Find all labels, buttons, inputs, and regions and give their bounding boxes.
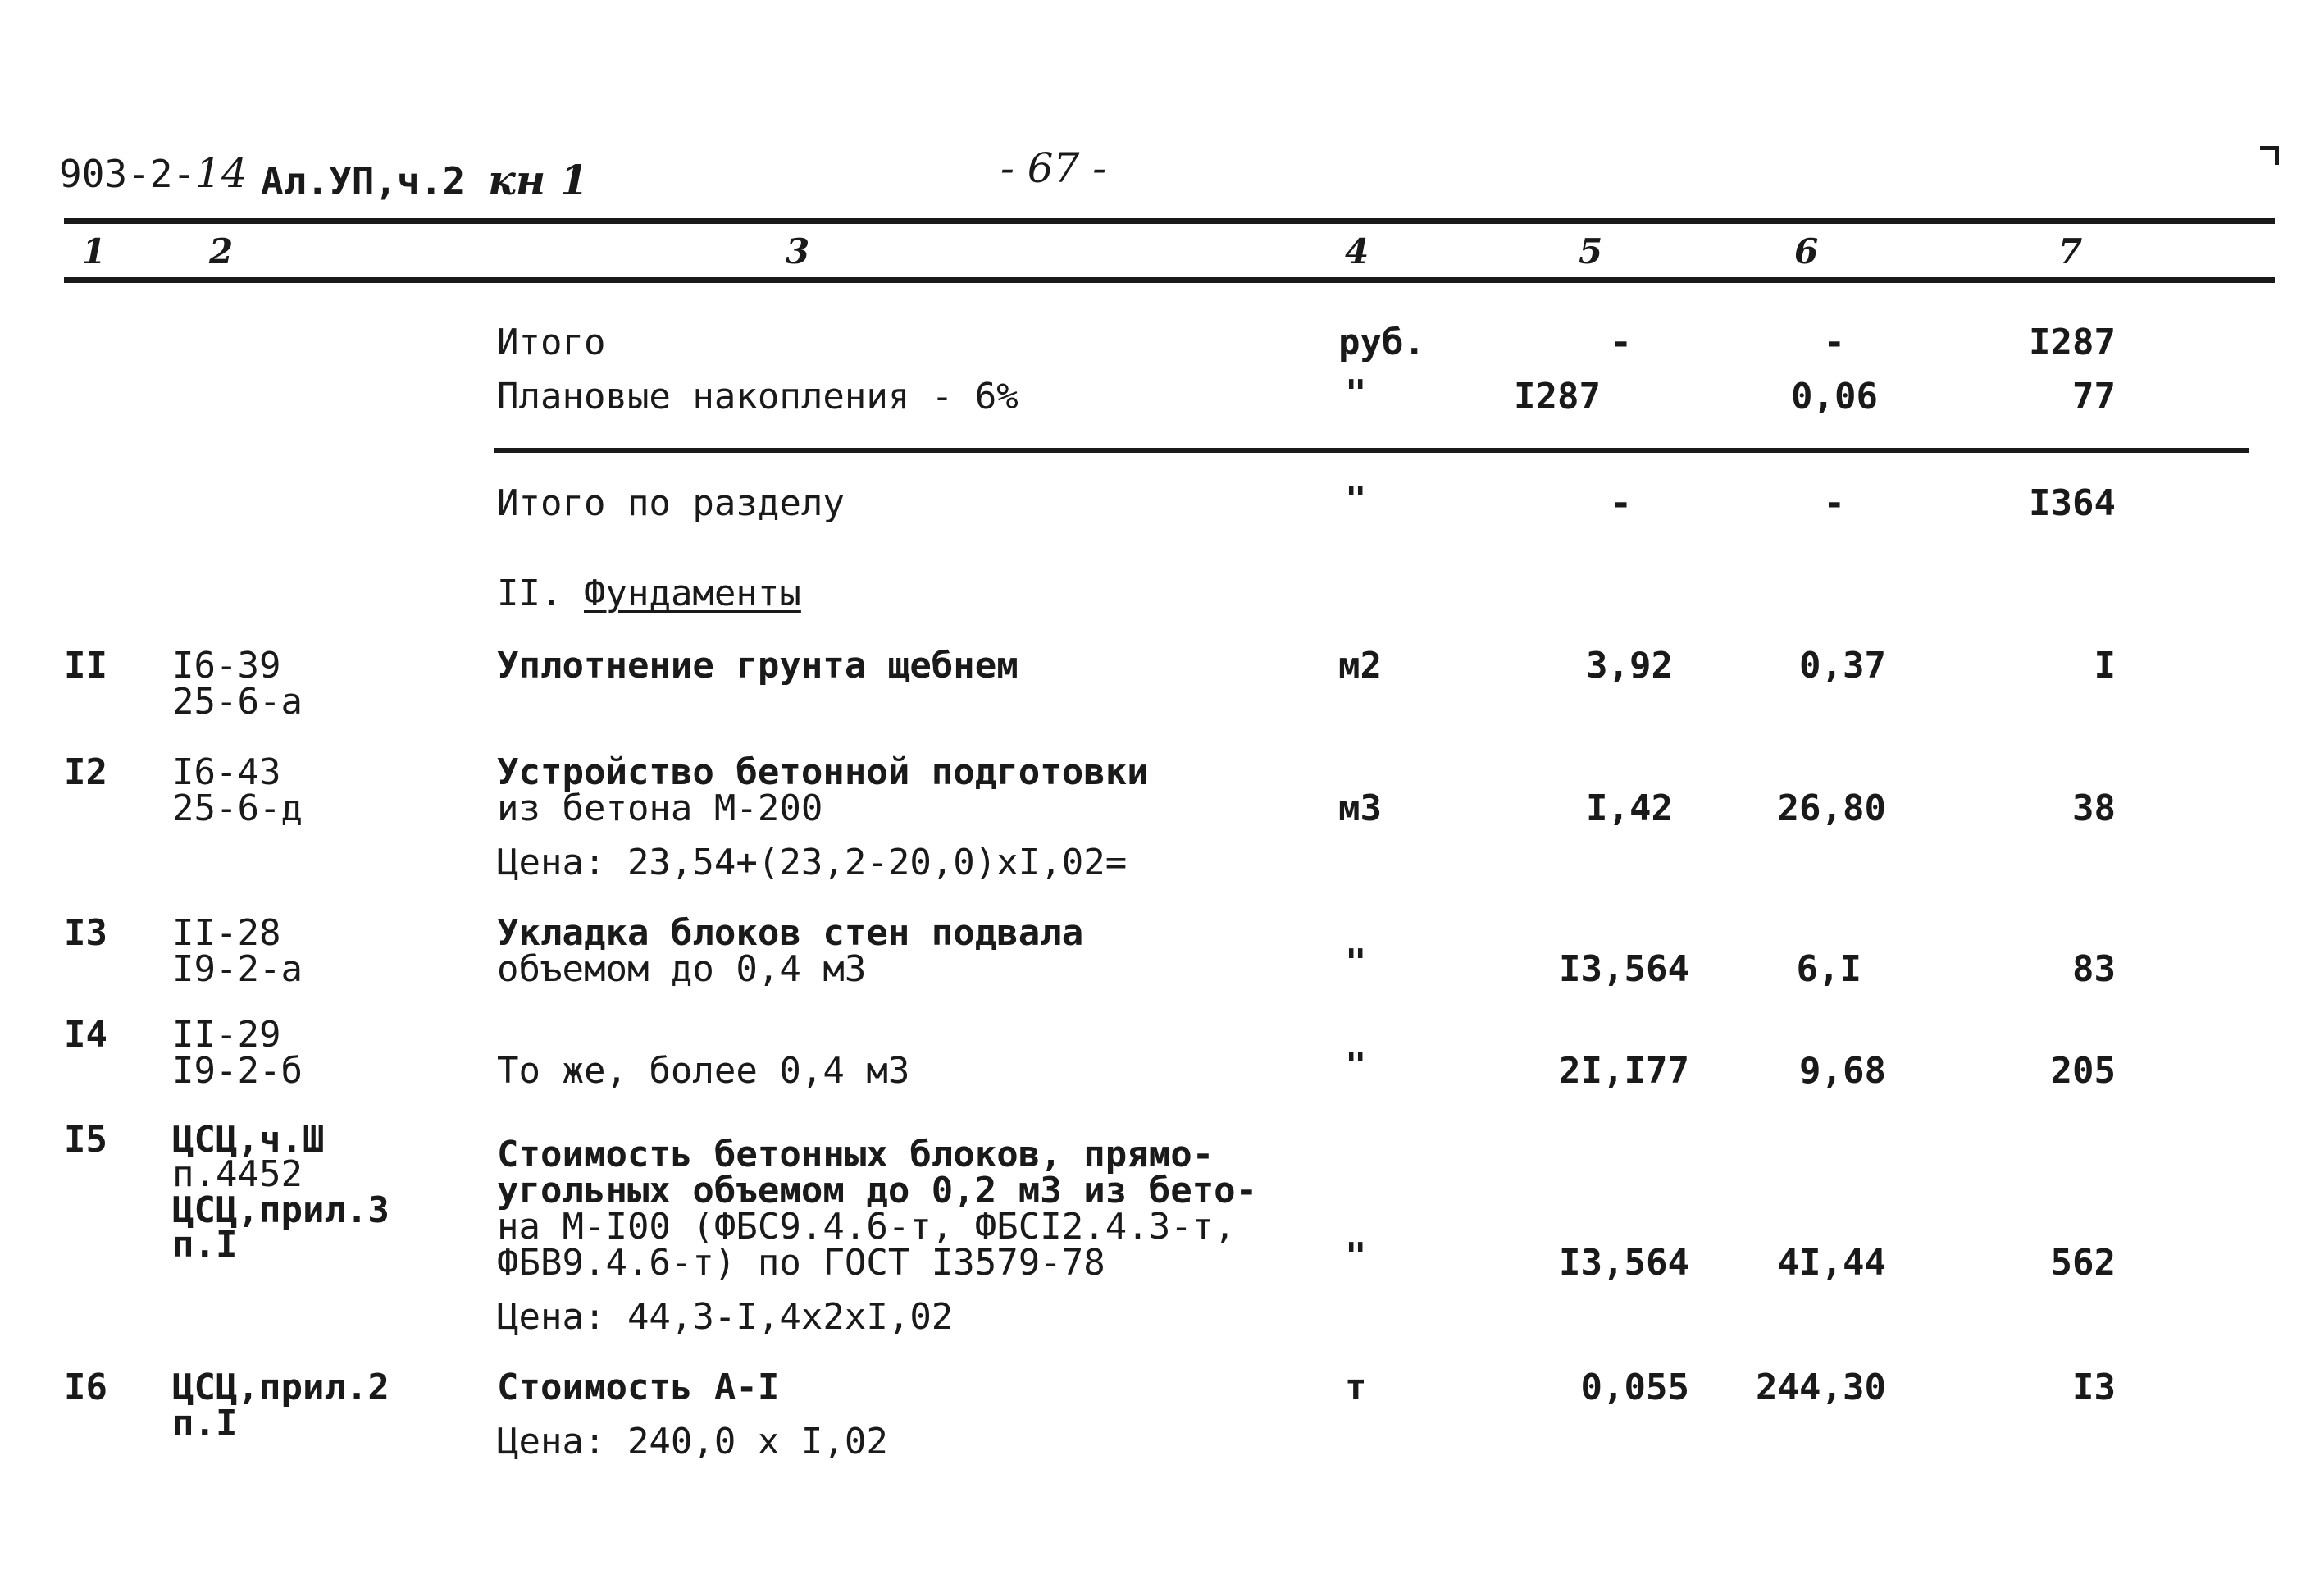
plan-col5: I287 — [1514, 376, 1601, 418]
plan-col7: 77 — [2072, 376, 2116, 418]
row-description-line: Стоимость бетонных блоков, прямо- — [497, 1134, 1214, 1175]
row-number: I3 — [64, 912, 107, 954]
row-code-line: II-29 — [172, 1014, 281, 1056]
page-number: - 67 - — [1000, 144, 1107, 192]
row-total: 83 — [2072, 948, 2116, 990]
row-total: 562 — [2050, 1242, 2116, 1284]
column-number-6: 6 — [1794, 231, 1819, 272]
itogo-label: Итого — [497, 322, 606, 363]
row-quantity: I3,564 — [1559, 1242, 1689, 1284]
header-bottom-rule — [64, 277, 2275, 283]
column-number-4: 4 — [1345, 231, 1369, 272]
row-number: I6 — [64, 1367, 107, 1408]
itogo-col6: - — [1823, 322, 1845, 363]
row-description-line: То же, более 0,4 м3 — [497, 1050, 910, 1092]
row-code-line: ЦСЦ,прил.3 — [172, 1189, 390, 1231]
row-unit: " — [1345, 942, 1367, 983]
razdel-label: Итого по разделу — [497, 482, 845, 524]
section-heading — [497, 573, 801, 614]
row-unit-price: 9,68 — [1799, 1050, 1886, 1092]
row-unit-price: 6,I — [1796, 948, 1861, 990]
row-unit: " — [1345, 1045, 1367, 1087]
row-unit-price: 4I,44 — [1777, 1242, 1886, 1284]
row-unit: м3 — [1338, 787, 1382, 829]
row-code-line: I6-39 — [172, 645, 281, 687]
row-total: 205 — [2050, 1050, 2116, 1092]
row-number: I4 — [64, 1014, 107, 1056]
row-total: I3 — [2072, 1367, 2116, 1408]
row-unit-price: 244,30 — [1756, 1367, 1886, 1408]
row-code-line: I9-2-а — [172, 948, 303, 990]
column-number-3: 3 — [786, 231, 810, 272]
subtotal-rule — [494, 448, 2249, 453]
plan-unit: " — [1345, 372, 1367, 414]
row-description-line: из бетона М-200 — [497, 787, 823, 829]
row-description-line: Стоимость А-I — [497, 1367, 780, 1408]
row-total: 38 — [2072, 787, 2116, 829]
row-unit-price: 26,80 — [1777, 787, 1886, 829]
row-description-line: Уплотнение грунта щебнем — [497, 645, 1018, 687]
itogo-col7: I287 — [2029, 322, 2116, 363]
row-quantity: 2I,I77 — [1559, 1050, 1689, 1092]
doc-code-typed: 903-2- — [59, 152, 196, 196]
row-unit: м2 — [1338, 645, 1382, 687]
corner-mark — [2260, 146, 2279, 165]
row-price-note: Цена: 44,3-I,4х2хI,02 — [497, 1296, 954, 1338]
row-unit: т — [1345, 1367, 1367, 1408]
razdel-col5: - — [1610, 482, 1632, 524]
row-code-line: 25-6-д — [172, 787, 303, 829]
row-description-line: ФБВ9.4.6-т) по ГОСТ I3579-78 — [497, 1242, 1105, 1284]
row-number: II — [64, 645, 107, 687]
section-title: Фундаменты — [583, 573, 801, 614]
row-description-line: Укладка блоков стен подвала — [497, 912, 1084, 954]
razdel-col6: - — [1823, 482, 1845, 524]
doc-code-handwritten: 14 — [195, 149, 248, 197]
column-number-2: 2 — [209, 231, 234, 272]
row-code-line: п.I — [172, 1403, 238, 1444]
row-number: I2 — [64, 751, 107, 793]
row-total: I — [2094, 645, 2116, 687]
row-code-line: ЦСЦ,прил.2 — [172, 1367, 390, 1408]
plan-col6: 0,06 — [1791, 376, 1878, 418]
row-description-line: угольных объемом до 0,2 м3 из бето- — [497, 1170, 1258, 1212]
itogo-col5: - — [1610, 322, 1632, 363]
row-unit-price: 0,37 — [1799, 645, 1886, 687]
row-code-line: II-28 — [172, 912, 281, 954]
row-quantity: I,42 — [1586, 787, 1673, 829]
album-typed: Ал.УП,ч.2 — [261, 159, 466, 203]
row-price-note: Цена: 23,54+(23,2-20,0)хI,02= — [497, 842, 1128, 883]
column-number-1: 1 — [82, 231, 107, 272]
column-number-5: 5 — [1579, 231, 1603, 272]
row-description-line: на М-I00 (ФБС9.4.6-т, ФБСI2.4.3-т, — [497, 1206, 1236, 1248]
row-quantity: I3,564 — [1559, 948, 1689, 990]
row-description-line: Устройство бетонной подготовки — [497, 751, 1149, 793]
itogo-unit: руб. — [1338, 322, 1425, 363]
plan-label: Плановые накопления - 6% — [497, 376, 1018, 418]
row-quantity: 0,055 — [1580, 1367, 1689, 1408]
column-number-7: 7 — [2058, 231, 2083, 272]
razdel-unit: " — [1345, 479, 1367, 521]
razdel-col7: I364 — [2029, 482, 2116, 524]
row-number: I5 — [64, 1119, 107, 1161]
album-ref — [261, 156, 588, 204]
row-code-line: п.4452 — [172, 1153, 303, 1195]
section-number: II. — [497, 573, 563, 614]
doc-code — [59, 149, 248, 197]
row-code-line: 25-6-а — [172, 681, 303, 723]
row-code-line: I6-43 — [172, 751, 281, 793]
row-unit: " — [1345, 1235, 1367, 1277]
row-quantity: 3,92 — [1586, 645, 1673, 687]
album-handwritten: кн 1 — [487, 156, 589, 204]
row-price-note: Цена: 240,0 х I,02 — [497, 1421, 888, 1463]
row-code-line: I9-2-б — [172, 1050, 303, 1092]
row-description-line: объемом до 0,4 м3 — [497, 948, 867, 990]
row-code-line: п.I — [172, 1224, 238, 1266]
row-code-line: ЦСЦ,ч.Ш — [172, 1119, 325, 1161]
header-top-rule — [64, 218, 2275, 224]
